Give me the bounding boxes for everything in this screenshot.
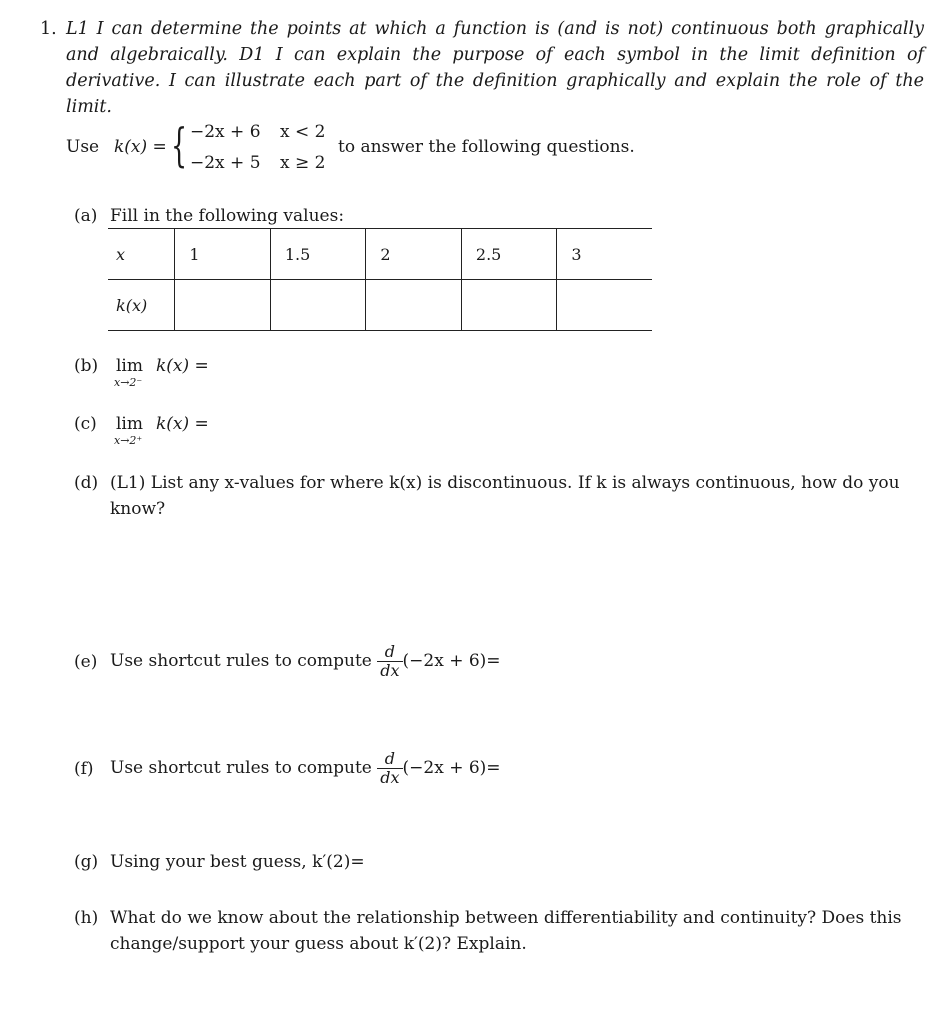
part-h-label: (h) [74,908,99,928]
fraction-numerator: d [377,643,402,662]
part-e-line [110,643,501,680]
fraction-denominator: dx [380,661,400,680]
case2-condition: x ≥ 2 [280,153,326,173]
function-name: k(x) = [114,137,167,157]
part-b-expression: k(x) = [156,356,209,376]
part-e-label: (e) [74,652,98,672]
derivative-operator [377,643,402,680]
part-f-line [110,750,501,787]
part-f-expression: (−2x + 6)= [402,758,501,778]
table-answer-cell[interactable] [366,280,462,331]
case1-expression: −2x + 6 [190,122,261,142]
part-a-label: (a) [74,206,98,226]
table-row-x [108,229,652,280]
part-f-label: (f) [74,759,94,779]
problem-number: 1. [40,19,57,39]
table-cell-x: 3 [557,229,652,280]
part-e-expression: (−2x + 6)= [402,651,501,671]
case1-condition: x < 2 [280,122,326,142]
intro-suffix: to answer the following questions. [338,137,635,157]
part-f-text: Use shortcut rules to compute [110,758,372,778]
part-b-limit-sub: x→2⁻ [114,376,143,389]
part-c-limit-sub: x→2⁺ [114,434,143,447]
fraction-denominator: dx [380,768,400,787]
table-cell-x: 1 [175,229,271,280]
table-cell-x: 2.5 [461,229,557,280]
part-c-label: (c) [74,414,97,434]
table-cell-x: 2 [366,229,462,280]
derivative-operator [377,750,402,787]
table-header-k: k(x) [108,280,175,331]
table-answer-cell[interactable] [270,280,366,331]
table-row-k [108,280,652,331]
part-c-lim: lim [116,414,143,434]
values-table [108,228,652,331]
table-cell-x: 1.5 [270,229,366,280]
piecewise-brace: { [171,118,188,172]
table-answer-cell[interactable] [175,280,271,331]
learning-objectives-text: L1 I can determine the points at which a function is (and is not) continuous both graphically and algebraically. D1 I can explain the purpose of each symbol in the limit definition of derivative. I can illustrate each part of the definition graphically and explain the role of the limit. [66,19,924,117]
fraction-numerator: d [377,750,402,769]
part-g-text: Using your best guess, k′(2)= [110,852,365,872]
part-d-text: (L1) List any x-values for where k(x) is discontinuous. If k is always continuous, how do you know? [110,473,900,519]
part-h-text: What do we know about the relationship between differentiability and continuity? Does this change/support your guess about k′(2)? Explain. [110,908,902,954]
part-c-expression: k(x) = [156,414,209,434]
part-d-label: (d) [74,473,99,493]
intro-use: Use [66,137,100,157]
case2-expression: −2x + 5 [190,153,261,173]
part-b-lim: lim [116,356,143,376]
part-e-text: Use shortcut rules to compute [110,651,372,671]
part-g-label: (g) [74,852,99,872]
table-answer-cell[interactable] [557,280,652,331]
table-header-x: x [108,229,175,280]
part-a-text: Fill in the following values: [110,206,345,226]
table-answer-cell[interactable] [461,280,557,331]
part-b-label: (b) [74,356,99,376]
